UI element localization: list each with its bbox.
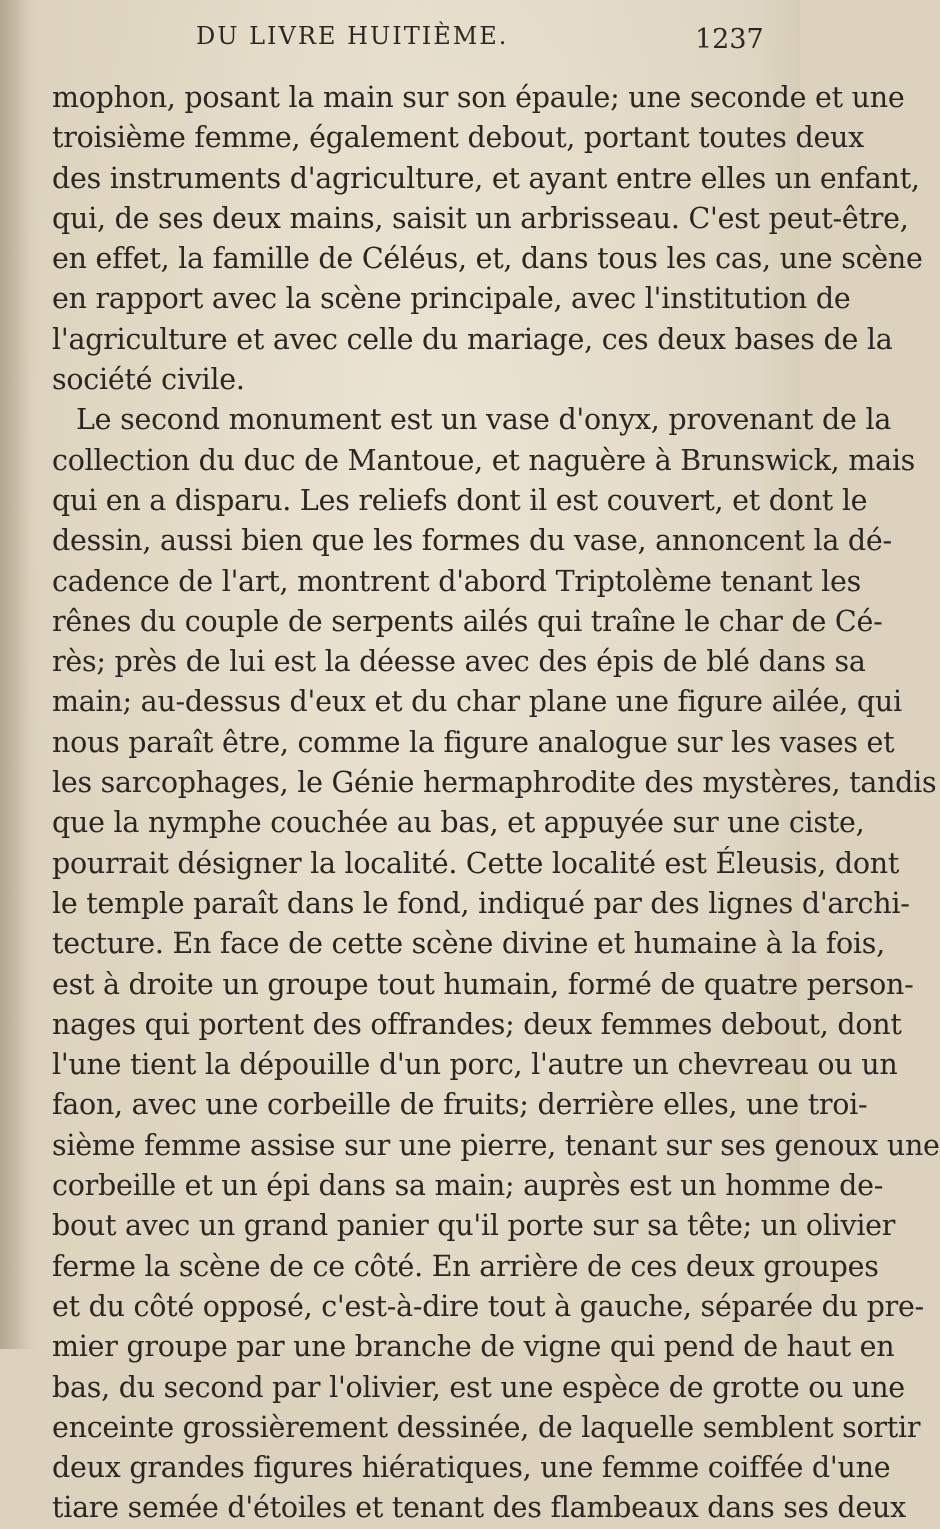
text-line: rès; près de lui est la déesse avec des épis de blé dans sa <box>52 645 866 679</box>
text-line: troisième femme, également debout, portant toutes deux <box>52 121 864 155</box>
text-line: main; au-dessus d'eux et du char plane une figure ailée, qui <box>52 685 902 719</box>
text-line: bas, du second par l'olivier, est une espèce de grotte ou une <box>52 1370 905 1404</box>
text-line: dessin, aussi bien que les formes du vase, annoncent la dé- <box>52 524 892 558</box>
text-line: tiare semée d'étoiles et tenant des flambeaux dans ses deux <box>52 1491 906 1525</box>
text-line: bout avec un grand panier qu'il porte sur sa tête; un olivier <box>52 1209 896 1243</box>
text-line: l'agriculture et avec celle du mariage, ces deux bases de la <box>52 322 893 356</box>
text-line: pourrait désigner la localité. Cette localité est Éleusis, dont <box>52 846 900 880</box>
text-line: Le second monument est un vase d'onyx, provenant de la <box>76 403 892 437</box>
text-line: sième femme assise sur une pierre, tenant sur ses genoux une <box>52 1128 940 1162</box>
text-line: rênes du couple de serpents ailés qui traîne le char de Cé- <box>52 604 883 638</box>
text-line: l'une tient la dépouille d'un porc, l'autre un chevreau ou un <box>52 1048 898 1082</box>
text-line: qui, de ses deux mains, saisit un arbrisseau. C'est peut-être, <box>52 201 909 235</box>
text-line: deux grandes figures hiératiques, une femme coiffée d'une <box>52 1451 891 1485</box>
text-line: et du côté opposé, c'est-à-dire tout à gauche, séparée du pre- <box>52 1289 924 1323</box>
text-line: en rapport avec la scène principale, avec l'institution de <box>52 282 851 316</box>
page-number: 1237 <box>695 24 764 55</box>
running-title: DU LIVRE HUITIÈME. <box>196 22 509 50</box>
text-line: collection du duc de Mantoue, et naguère à Brunswick, mais <box>52 443 916 477</box>
text-line: tecture. En face de cette scène divine et humaine à la fois, <box>52 927 885 961</box>
text-line: nages qui portent des offrandes; deux femmes debout, dont <box>52 1007 902 1041</box>
text-line: société civile. <box>52 363 245 397</box>
text-line: les sarcophages, le Génie hermaphrodite des mystères, tandis <box>52 766 937 800</box>
text-line: est à droite un groupe tout humain, formé de quatre person- <box>52 967 914 1001</box>
page-gutter-shadow <box>0 0 30 1349</box>
text-line: faon, avec une corbeille de fruits; derrière elles, une troi- <box>52 1088 868 1122</box>
running-head <box>0 16 800 56</box>
text-line: des instruments d'agriculture, et ayant entre elles un enfant, <box>52 161 920 195</box>
text-line: ferme la scène de ce côté. En arrière de ces deux groupes <box>52 1249 879 1283</box>
text-line: corbeille et un épi dans sa main; auprès est un homme de- <box>52 1169 884 1203</box>
text-line: nous paraît être, comme la figure analogue sur les vases et <box>52 725 895 759</box>
text-line: cadence de l'art, montrent d'abord Triptolème tenant les <box>52 564 862 598</box>
text-line: en effet, la famille de Céléus, et, dans tous les cas, une scène <box>52 242 923 276</box>
text-line: enceinte grossièrement dessinée, de laquelle semblent sortir <box>52 1410 921 1444</box>
text-line: que la nymphe couchée au bas, et appuyée sur une ciste, <box>52 806 865 840</box>
text-line: qui en a disparu. Les reliefs dont il est couvert, et dont le <box>52 483 868 517</box>
text-line: le temple paraît dans le fond, indiqué par des lignes d'archi- <box>52 886 910 920</box>
text-line: mier groupe par une branche de vigne qui pend de haut en <box>52 1330 895 1364</box>
text-line: mophon, posant la main sur son épaule; une seconde et une <box>52 81 905 114</box>
body-text <box>52 78 940 1529</box>
